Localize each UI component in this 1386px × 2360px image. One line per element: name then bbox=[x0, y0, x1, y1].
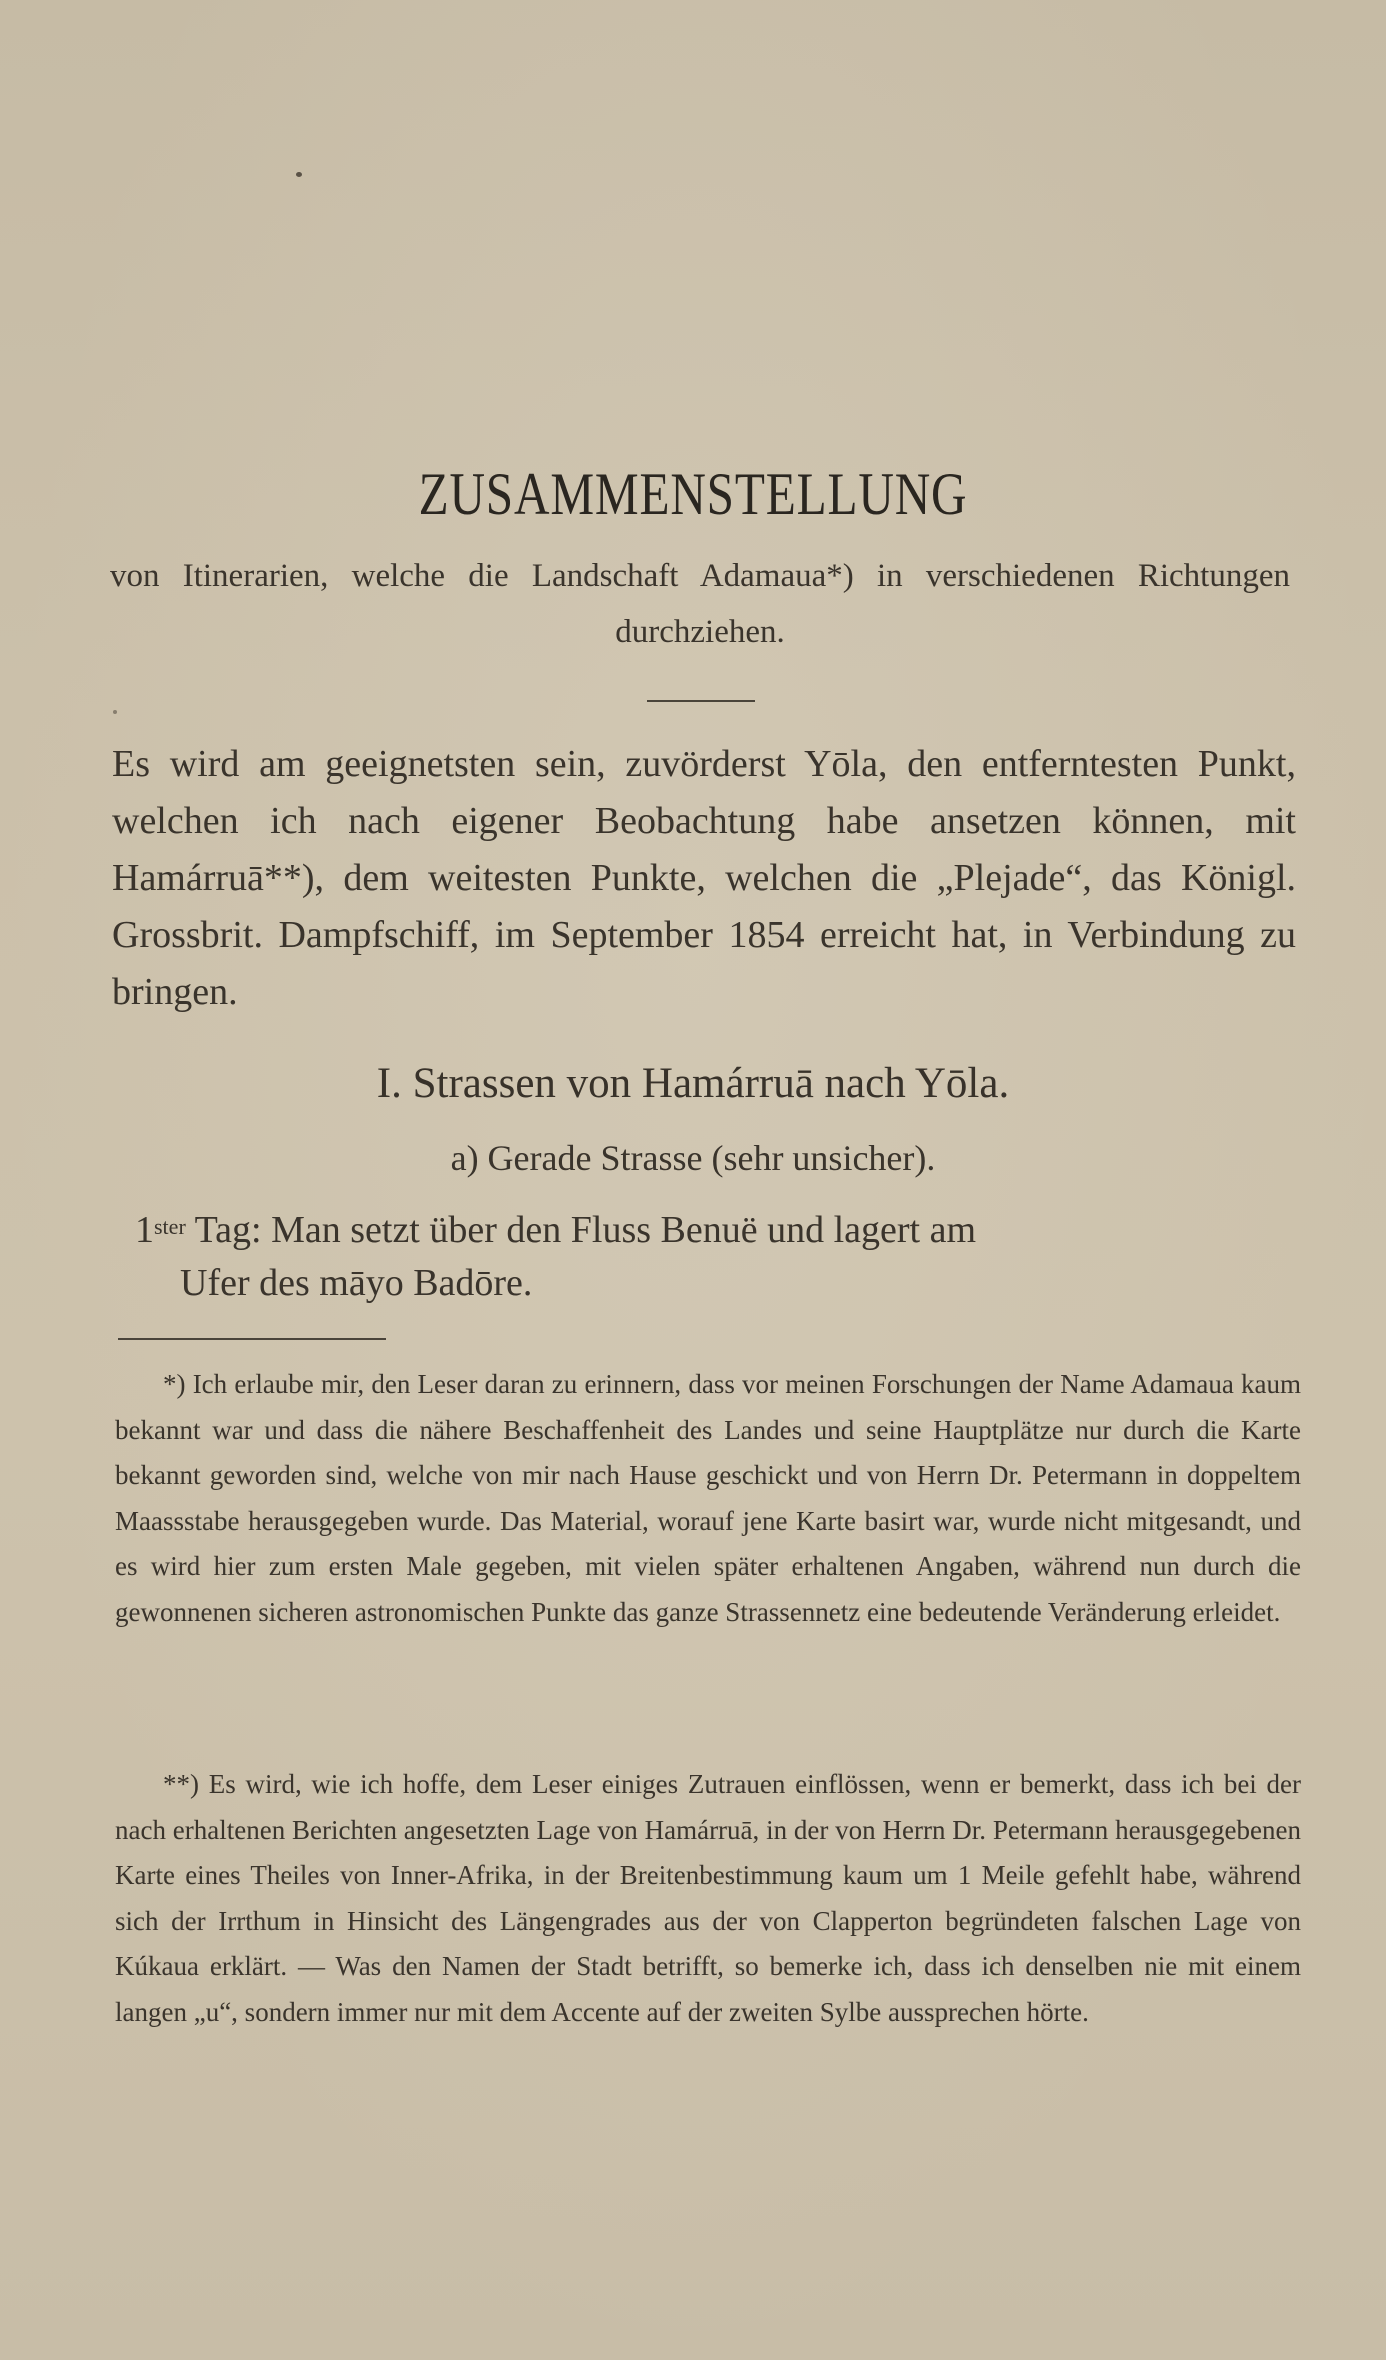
footnote-1-text: Ich erlaube mir, den Leser daran zu erinnern, dass vor meinen Forschungen der Name Adamaua kaum bekannt war und dass die nähere Beschaffenheit des Landes und seine Hauptplätze nur durch die Karte bekannt geworden sind, welche von mir nach Hause geschickt und von Herrn Dr. Petermann in doppeltem Maassstabe herausgegeben wurde. Das Material, worauf jene Karte basirt war, wurde nicht mitgesandt, und es wird hier zum ersten Male gegeben, mit vielen später erhaltenen Angaben, während nun durch die gewonnenen sicheren astronomischen Punkte das ganze Strassennetz eine bedeutende Veränderung erleidet. bbox=[115, 1369, 1301, 1627]
footnote-1 bbox=[115, 1362, 1301, 1635]
day-text-line2: Ufer des māyo Badōre. bbox=[180, 1262, 533, 1304]
footnote-2-marker: **) bbox=[163, 1769, 199, 1799]
section-heading: I. Strassen von Hamárruā nach Yōla. bbox=[376, 1060, 1010, 1107]
day-label: Tag: bbox=[194, 1209, 262, 1251]
subsection-heading: a) Gerade Strasse (sehr unsicher). bbox=[450, 1138, 936, 1178]
page-subtitle: von Itinerarien, welche die Landschaft Adamaua*) in verschiedenen Richtungen durchziehen. bbox=[110, 558, 1290, 650]
day-text-line1: Man setzt über den Fluss Benuë und lagert am bbox=[271, 1209, 977, 1251]
footnote-2-text: Es wird, wie ich hoffe, dem Leser einiges Zutrauen einflössen, wenn er bemerkt, dass ich bei der nach erhaltenen Berichten angesetzten Lage von Hamárruā, in der von Herrn Dr. Petermann herausgegebenen Karte eines Theiles von Inner-Afrika, in der Breitenbestimmung kaum um 1 Meile gefehlt habe, während sich der Irrthum in Hinsicht des Längengrades aus der von Clapperton begründeten falschen Lage von Kúkaua erklärt. — Was den Namen der Stadt betrifft, so bemerke ich, dass ich denselben nie mit einem langen „u“, sondern immer nur mit dem Accente auf der zweiten Sylbe aussprechen hörte. bbox=[115, 1769, 1302, 2027]
footnote-1-marker: *) bbox=[163, 1369, 186, 1399]
intro-paragraph: Es wird am geeignetsten sein, zuvörderst Yōla, den entferntesten Punkt, welchen ich nach eigener Beobachtung habe ansetzen können, mit Hamárruā**), dem weitesten Punkte, welchen die „Plejade“, das Königl. Grossbrit. Dampfschiff, im September 1854 erreicht hat, in Verbindung zu bringen. bbox=[112, 743, 1296, 1013]
title-divider bbox=[647, 700, 755, 702]
ink-speck bbox=[296, 172, 302, 177]
day-number: 1 bbox=[135, 1209, 154, 1251]
footnote-2 bbox=[115, 1762, 1301, 2035]
day-entry bbox=[135, 1198, 1295, 1304]
ink-speck bbox=[113, 710, 117, 714]
day-suffix: ster bbox=[154, 1214, 186, 1239]
footnote-rule bbox=[118, 1338, 386, 1340]
page-title: ZUSAMMENSTELLUNG bbox=[418, 461, 968, 527]
